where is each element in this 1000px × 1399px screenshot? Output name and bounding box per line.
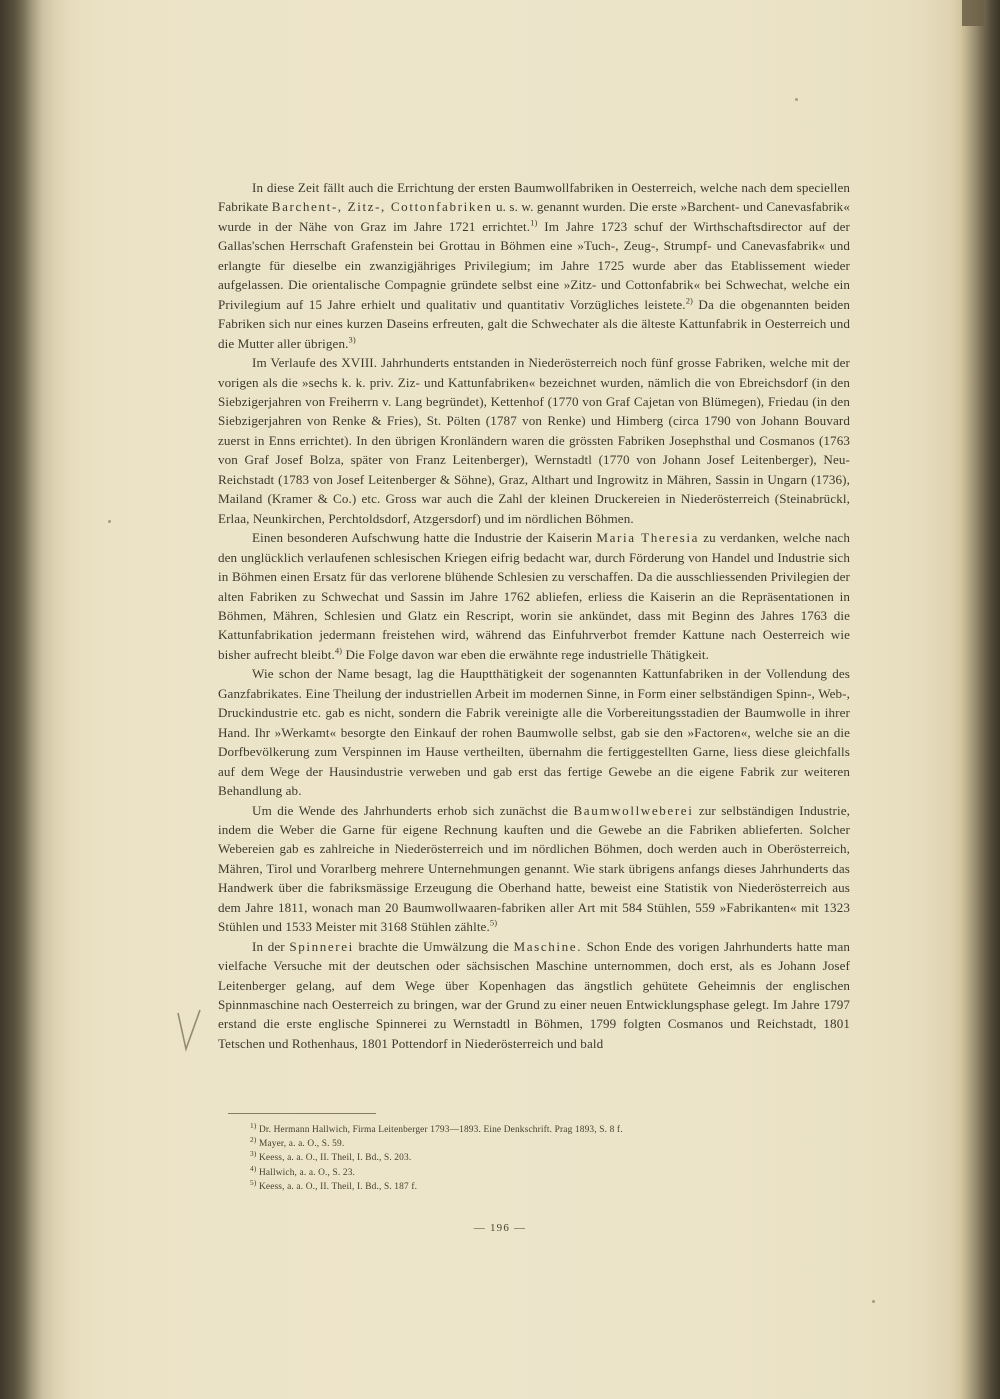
footnote-text: Mayer, a. a. O., S. 59. bbox=[258, 1139, 345, 1150]
paragraph: Um die Wende des Jahrhunderts erhob sich zunächst die Baumwollweberei zur selbständigen Industrie, indem die Weber die Garne für eigene Rechnung kauften und die Gewebe an die Fabriken ablieferten. Solcher Webereien gab es zahlreiche in Niederösterreich und im nördlichen Böhmen, doch werden auch in Oberösterreich, Mähren, Tirol und Vorarlberg mehrere Unternehmungen genannt. Wie stark übrigens anfangs dieses Jahrhunderts das Handwerk über die fabriksmässige Erzeugung die Oberhand hatte, beweist eine Statistik von Niederösterreich aus dem Jahre 1811, wonach man 20 Baumwollwaaren-fabriken aller Art mit 584 Stühlen, 559 »Fabrikanten« mit 1323 Stühlen und 1533 Meister mit 3168 Stühlen zählte.$^{5)}$ bbox=[218, 802, 850, 935]
footnote-item bbox=[250, 1120, 850, 1137]
paragraph: In der Spinnerei brachte die Umwälzung die Maschine. Schon Ende des vorigen Jahrhunderts hatte man vielfache Versuche mit der deutschen oder sächsischen Maschine unternommen, doch erst, als es Johann Josef Leitenberger gelang, auf dem Wege über Kopenhagen das ängstlich gehütete Geheimnis der englischen Spinnmaschine nach Oesterreich zu bringen, war der Grund zu einer neuen Entwicklungsphase gelegt. Im Jahre 1797 erstand die erste englische Spinnerei zu Wernstadtl in Böhmen, 1799 folgten Cosmanos und Reichstadt, 1801 Tetschen und Rothenhaus, 1801 Pottendorf in Niederösterreich und bald bbox=[218, 938, 850, 1051]
paragraph: Wie schon der Name besagt, lag die Hauptthätigkeit der sogenannten Kattunfabriken in der Vollendung des Ganzfabrikates. Eine Theilung der industriellen Arbeit im modernen Sinne, in Form einer selbständigen Spinn-, Web-, Druckindustrie etc. gab es nicht, sondern die Fabrik vereinigte alle die Vorbereitungsstadien der Baumwolle in ihrer Hand. Ihr »Werkamt« besorgte den Einkauf der rohen Baumwolle selbst, gab sie den »Factoren«, welche sie an die Dorfbevölkerung zum Verspinnen im Hause vertheilten, übernahm die fertiggestellten Garne, liess diese gleichfalls auf dem Wege der Hausindustrie verweben und gab erst das fertige Gewebe an die eigene Fabrik zur weiteren Behandlung ab. bbox=[218, 666, 850, 799]
footnotes bbox=[250, 1120, 850, 1194]
footnote-item bbox=[250, 1163, 850, 1180]
footnote-marker: 5) bbox=[250, 1177, 257, 1187]
paragraph: Einen besonderen Aufschwung hatte die Industrie der Kaiserin Maria Theresia zu verdanken, welche nach den unglücklich verlaufenen schlesischen Kriegen eifrig bedacht war, durch Förderung von Handel und Industrie sich in Böhmen einen Ersatz für das verlorene blühende Schlesien zu verschaffen. Da die ausschliessenden Privilegien der alten Fabriken zu Schwechat und Sassin im Jahre 1762 abliefen, erliess die Kaiserin an die Repräsentationen in Böhmen, Mähren, Schlesien und Glatz ein Rescript, worin sie ankündet, dass mit Beginn des Jahres 1763 die Kattunfabrikation jedermann freistehen wird, während das Einfuhrverbot fremder Kattune nach Oesterreich wie bisher aufrecht bleibt.$^{4)}$ Die Folge davon war eben die erwähnte rege industrielle Thätigkeit. bbox=[218, 530, 850, 662]
footnote-text: Keess, a. a. O., II. Theil, I. Bd., S. 187 f. bbox=[258, 1181, 418, 1192]
footnote-item bbox=[250, 1177, 850, 1194]
footnote-text: Dr. Hermann Hallwich, Firma Leitenberger 1793—1893. Eine Denkschrift. Prag 1893, S. 8 f. bbox=[258, 1125, 623, 1135]
footnote-text: Keess, a. a. O., II. Theil, I. Bd., S. 203. bbox=[258, 1153, 412, 1164]
paper-speck bbox=[872, 1300, 875, 1303]
footnote-item bbox=[250, 1137, 850, 1151]
paper-speck bbox=[795, 98, 798, 101]
page-edge-shadow bbox=[950, 0, 1000, 1399]
footnote-marker: 1) bbox=[250, 1120, 257, 1130]
footnote-marker: 3) bbox=[250, 1149, 257, 1159]
body-text bbox=[218, 178, 850, 1053]
paragraph: In diese Zeit fällt auch die Errichtung der ersten Baumwollfabriken in Oesterreich, welche nach dem speciellen Fabrikate Barchent-, Zitz-, Cottonfabriken u. s. w. genannt wurden. Die erste »Barchent- und Canevasfabrik« wurde in der Nähe von Graz im Jahre 1721 errichtet.$^{1)}$ Im Jahre 1723 schuf der Wirthschaftsdirector auf der Gallas'schen Herrschaft Grafenstein bei Grottau in Böhmen eine »Tuch-, Zeug-, Strumpf- und Canevasfabrik« und erlangte für dieselbe ein zwanzigjähriges Privilegium; im Jahre 1725 wurde aber das Etablissement wieder aufgelassen. Die orientalische Compagnie gründete selbst eine »Zitz- und Cottonfabrik« bei Schwechat, welche ein Privilegium auf 15 Jahre erhielt und qualitativ und quantitativ Vorzügliches leistete.$^{2)}$ Da die obgenannten beiden Fabriken sich nur eines kurzen Daseins erfreuten, galt die Schwechater als die älteste Kattunfabrik in Oesterreich und die Mutter aller übrigen.$^{3)}$ bbox=[218, 180, 851, 351]
footnote-item bbox=[250, 1151, 850, 1165]
paper-speck bbox=[108, 520, 111, 523]
footnote-marker: 4) bbox=[250, 1163, 257, 1173]
page-number: — 196 — bbox=[473, 1222, 527, 1234]
footnote-text: Hallwich, a. a. O., S. 23. bbox=[258, 1167, 356, 1178]
page-corner-mark bbox=[962, 0, 984, 26]
footnote-marker: 2) bbox=[250, 1135, 257, 1145]
footnote-separator-rule bbox=[228, 1113, 376, 1114]
paragraph: Im Verlaufe des XVIII. Jahrhunderts entstanden in Niederösterreich noch fünf grosse Fabriken, welche mit der vorigen als die »sechs k. k. priv. Ziz- und Kattunfabriken« bezeichnet wurden, nämlich die von Ebreichsdorf (in den Siebzigerjahren von Freiherrn v. Lang begründet), Kettenhof (1770 von Graf Cajetan von Blümegen), Friedau (in den Siebzigerjahren von Renke & Fries), St. Pölten (1787 von Renke) und Himberg (circa 1790 von Johann Bouvard zuerst in Enns errichtet). In den übrigen Kronländern waren die grössten Fabriken Josephsthal und Cosmanos (1763 von Graf Josef Bolza, später von Franz Leitenberger), Wernstadtl (1770 von Johann Josef Leitenberger), Neu-Reichstadt (1783 von Josef Leitenberger & Söhne), Graz, Althart und Ingrowitz in Mähren, Sassin in Ungarn (1736), Mailand (Kramer & Co.) etc. Gross war auch die Zahl der kleinen Druckereien in Niederösterreich (Steinabrückl, Erlaa, Neunkirchen, Perchtoldsdorf, Atzgersdorf) und im nördlichen Böhmen. bbox=[218, 355, 850, 526]
